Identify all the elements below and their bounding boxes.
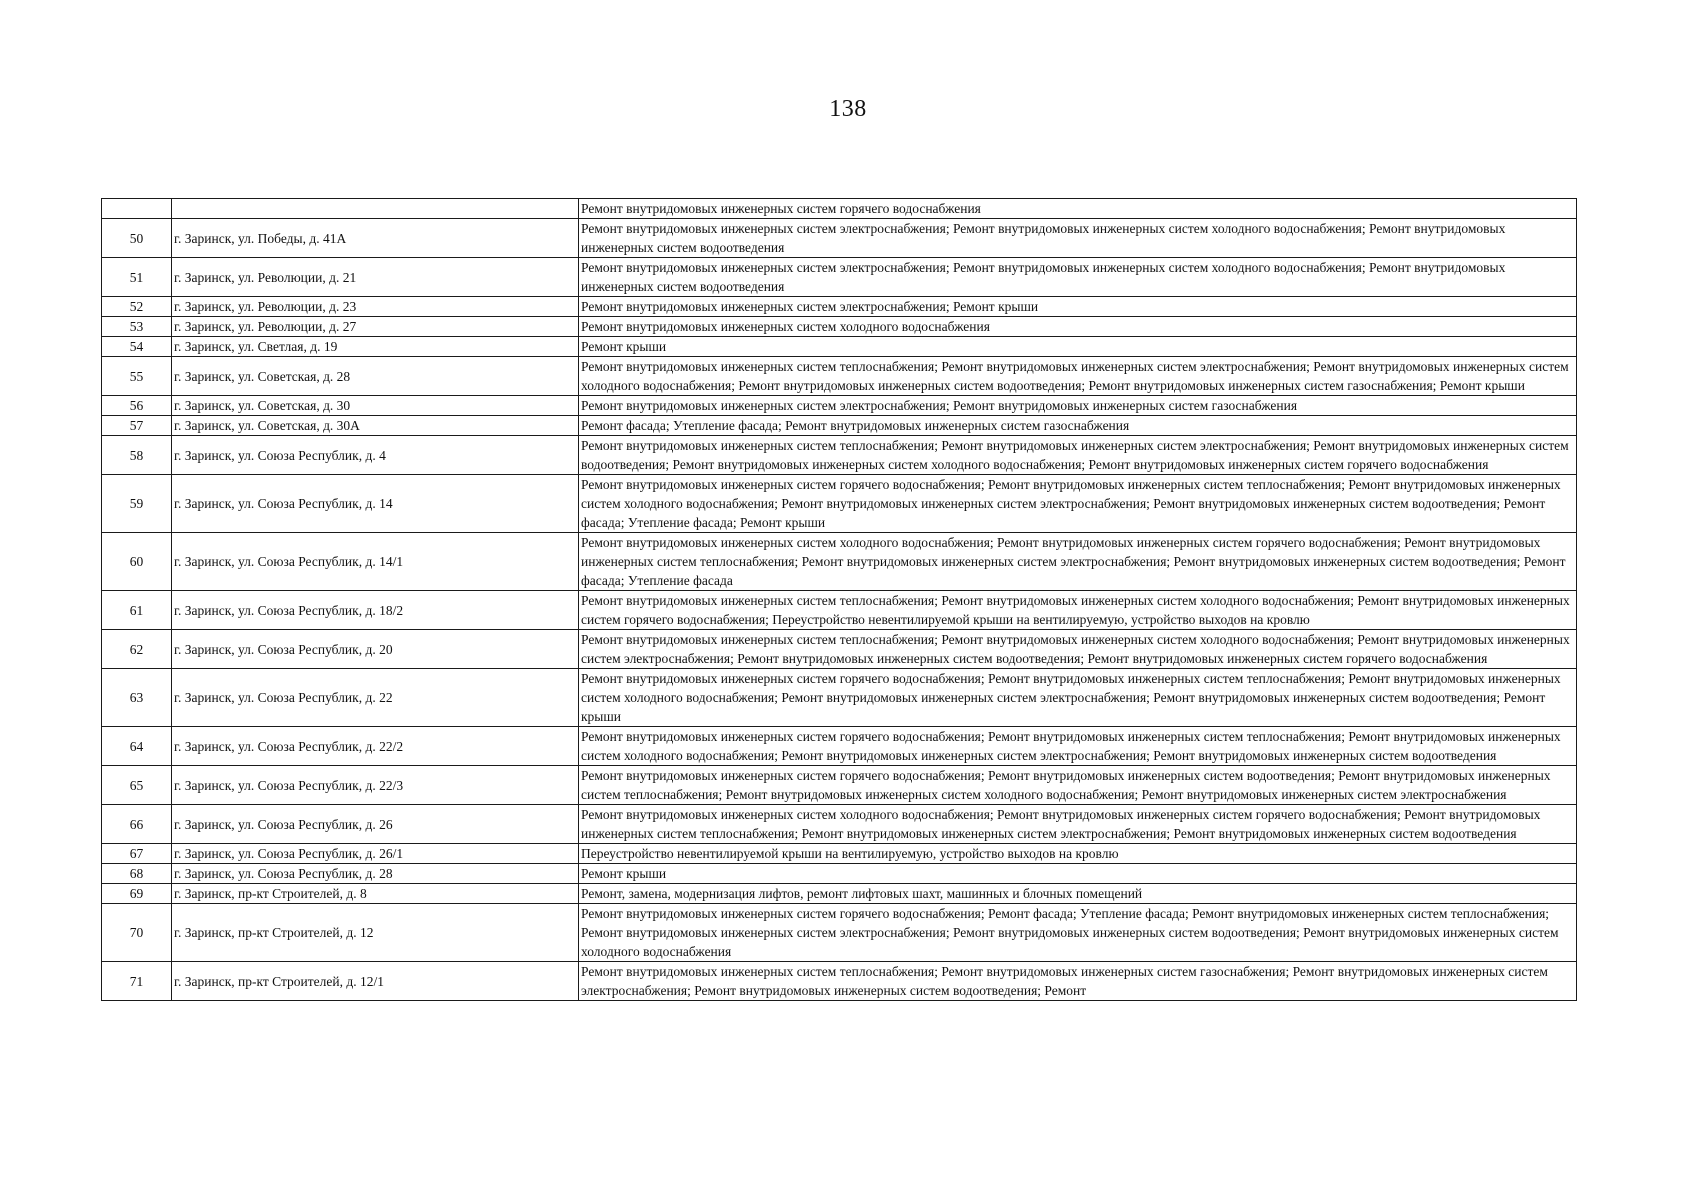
table-row: [102, 533, 1577, 591]
row-work-types: Ремонт внутридомовых инженерных систем горячего водоснабжения; Ремонт фасада; Утепление фасада; Ремонт внутридомовых инженерных систем теплоснабжения; Ремонт внутридомовых инженерных систем электроснабжения; Ремонт внутридомовых инженерных систем водоотведения; Ремонт внутридомовых инженерных систем холодного водоснабжения: [579, 904, 1577, 962]
row-work-types: Ремонт внутридомовых инженерных систем горячего водоснабжения; Ремонт внутридомовых инженерных систем теплоснабжения; Ремонт внутридомовых инженерных систем холодного водоснабжения; Ремонт внутридомовых инженерных систем электроснабжения; Ремонт внутридомовых инженерных систем водоотведения: [579, 727, 1577, 766]
table-row: [102, 337, 1577, 357]
row-number: 60: [102, 533, 172, 591]
table-row: [102, 297, 1577, 317]
row-work-types: Ремонт внутридомовых инженерных систем теплоснабжения; Ремонт внутридомовых инженерных систем электроснабжения; Ремонт внутридомовых инженерных систем водоотведения; Ремонт внутридомовых инженерных систем холодного водоснабжения; Ремонт внутридомовых инженерных систем горячего водоснабжения: [579, 436, 1577, 475]
row-number: 53: [102, 317, 172, 337]
row-number: 67: [102, 844, 172, 864]
row-address: г. Заринск, ул. Союза Республик, д. 26: [172, 805, 579, 844]
row-work-types: Ремонт внутридомовых инженерных систем теплоснабжения; Ремонт внутридомовых инженерных систем холодного водоснабжения; Ремонт внутридомовых инженерных систем горячего водоснабжения; Переустройство невентилируемой крыши на вентилируемую, устройство выходов на кровлю: [579, 591, 1577, 630]
table-row: [102, 219, 1577, 258]
row-address: г. Заринск, ул. Светлая, д. 19: [172, 337, 579, 357]
row-address: г. Заринск, ул. Революции, д. 23: [172, 297, 579, 317]
row-address: г. Заринск, ул. Советская, д. 30А: [172, 416, 579, 436]
works-table: [101, 198, 1577, 1001]
row-number: 56: [102, 396, 172, 416]
row-address: г. Заринск, ул. Союза Республик, д. 28: [172, 864, 579, 884]
row-address: г. Заринск, пр-кт Строителей, д. 8: [172, 884, 579, 904]
row-work-types: Ремонт крыши: [579, 864, 1577, 884]
table-row: [102, 436, 1577, 475]
table-row: [102, 962, 1577, 1001]
table-row: [102, 317, 1577, 337]
row-number: 65: [102, 766, 172, 805]
table-row: [102, 630, 1577, 669]
row-number: 58: [102, 436, 172, 475]
row-number: 57: [102, 416, 172, 436]
table-row: [102, 199, 1577, 219]
row-work-types: Ремонт внутридомовых инженерных систем горячего водоснабжения; Ремонт внутридомовых инженерных систем водоотведения; Ремонт внутридомовых инженерных систем теплоснабжения; Ремонт внутридомовых инженерных систем холодного водоснабжения; Ремонт внутридомовых инженерных систем электроснабжения: [579, 766, 1577, 805]
row-number: 55: [102, 357, 172, 396]
row-work-types: Ремонт внутридомовых инженерных систем электроснабжения; Ремонт внутридомовых инженерных систем холодного водоснабжения; Ремонт внутридомовых инженерных систем водоотведения: [579, 219, 1577, 258]
row-address: г. Заринск, ул. Союза Республик, д. 14: [172, 475, 579, 533]
table-row: [102, 669, 1577, 727]
table-row: [102, 727, 1577, 766]
works-table-container: [101, 198, 1576, 1001]
row-number: 50: [102, 219, 172, 258]
row-work-types: Ремонт фасада; Утепление фасада; Ремонт внутридомовых инженерных систем газоснабжения: [579, 416, 1577, 436]
row-address: г. Заринск, ул. Союза Республик, д. 4: [172, 436, 579, 475]
row-address: г. Заринск, ул. Союза Республик, д. 22/3: [172, 766, 579, 805]
row-address: г. Заринск, ул. Победы, д. 41А: [172, 219, 579, 258]
row-address: г. Заринск, пр-кт Строителей, д. 12: [172, 904, 579, 962]
row-number: 64: [102, 727, 172, 766]
row-number: 63: [102, 669, 172, 727]
row-work-types: Ремонт внутридомовых инженерных систем теплоснабжения; Ремонт внутридомовых инженерных систем электроснабжения; Ремонт внутридомовых инженерных систем холодного водоснабжения; Ремонт внутридомовых инженерных систем водоотведения; Ремонт внутридомовых инженерных систем газоснабжения; Ремонт крыши: [579, 357, 1577, 396]
table-row: [102, 844, 1577, 864]
row-address: г. Заринск, ул. Союза Республик, д. 14/1: [172, 533, 579, 591]
row-work-types: Ремонт внутридомовых инженерных систем горячего водоснабжения; Ремонт внутридомовых инженерных систем теплоснабжения; Ремонт внутридомовых инженерных систем холодного водоснабжения; Ремонт внутридомовых инженерных систем электроснабжения; Ремонт внутридомовых инженерных систем водоотведения; Ремонт фасада; Утепление фасада; Ремонт крыши: [579, 475, 1577, 533]
row-work-types: Ремонт, замена, модернизация лифтов, ремонт лифтовых шахт, машинных и блочных помещений: [579, 884, 1577, 904]
row-address: г. Заринск, ул. Союза Республик, д. 26/1: [172, 844, 579, 864]
table-row: [102, 416, 1577, 436]
row-number: 66: [102, 805, 172, 844]
table-row: [102, 884, 1577, 904]
page-number: 138: [829, 96, 867, 122]
row-work-types: Ремонт внутридомовых инженерных систем электроснабжения; Ремонт внутридомовых инженерных систем газоснабжения: [579, 396, 1577, 416]
table-row: [102, 258, 1577, 297]
row-work-types: Ремонт внутридомовых инженерных систем горячего водоснабжения; Ремонт внутридомовых инженерных систем теплоснабжения; Ремонт внутридомовых инженерных систем холодного водоснабжения; Ремонт внутридомовых инженерных систем электроснабжения; Ремонт внутридомовых инженерных систем водоотведения; Ремонт крыши: [579, 669, 1577, 727]
row-address: г. Заринск, ул. Советская, д. 30: [172, 396, 579, 416]
table-row: [102, 805, 1577, 844]
row-work-types: Ремонт крыши: [579, 337, 1577, 357]
row-address: г. Заринск, ул. Союза Республик, д. 22: [172, 669, 579, 727]
row-work-types: Ремонт внутридомовых инженерных систем электроснабжения; Ремонт крыши: [579, 297, 1577, 317]
table-row: [102, 864, 1577, 884]
row-work-types: Ремонт внутридомовых инженерных систем холодного водоснабжения; Ремонт внутридомовых инженерных систем горячего водоснабжения; Ремонт внутридомовых инженерных систем теплоснабжения; Ремонт внутридомовых инженерных систем электроснабжения; Ремонт внутридомовых инженерных систем водоотведения: [579, 805, 1577, 844]
row-number: 71: [102, 962, 172, 1001]
row-work-types: Ремонт внутридомовых инженерных систем холодного водоснабжения: [579, 317, 1577, 337]
row-number: 51: [102, 258, 172, 297]
row-work-types: Ремонт внутридомовых инженерных систем теплоснабжения; Ремонт внутридомовых инженерных систем газоснабжения; Ремонт внутридомовых инженерных систем электроснабжения; Ремонт внутридомовых инженерных систем водоотведения; Ремонт: [579, 962, 1577, 1001]
row-address: [172, 199, 579, 219]
row-number: 54: [102, 337, 172, 357]
row-number: 70: [102, 904, 172, 962]
row-work-types: Ремонт внутридомовых инженерных систем электроснабжения; Ремонт внутридомовых инженерных систем холодного водоснабжения; Ремонт внутридомовых инженерных систем водоотведения: [579, 258, 1577, 297]
row-address: г. Заринск, ул. Союза Республик, д. 18/2: [172, 591, 579, 630]
row-address: г. Заринск, пр-кт Строителей, д. 12/1: [172, 962, 579, 1001]
row-address: г. Заринск, ул. Советская, д. 28: [172, 357, 579, 396]
table-row: [102, 591, 1577, 630]
row-number: 61: [102, 591, 172, 630]
table-row: [102, 396, 1577, 416]
row-work-types: Ремонт внутридомовых инженерных систем теплоснабжения; Ремонт внутридомовых инженерных систем холодного водоснабжения; Ремонт внутридомовых инженерных систем электроснабжения; Ремонт внутридомовых инженерных систем водоотведения; Ремонт внутридомовых инженерных систем горячего водоснабжения: [579, 630, 1577, 669]
row-number: 62: [102, 630, 172, 669]
row-address: г. Заринск, ул. Революции, д. 27: [172, 317, 579, 337]
row-address: г. Заринск, ул. Союза Республик, д. 20: [172, 630, 579, 669]
row-address: г. Заринск, ул. Союза Республик, д. 22/2: [172, 727, 579, 766]
row-number: 68: [102, 864, 172, 884]
row-work-types: Ремонт внутридомовых инженерных систем горячего водоснабжения: [579, 199, 1577, 219]
row-number: 69: [102, 884, 172, 904]
row-work-types: Ремонт внутридомовых инженерных систем холодного водоснабжения; Ремонт внутридомовых инженерных систем горячего водоснабжения; Ремонт внутридомовых инженерных систем теплоснабжения; Ремонт внутридомовых инженерных систем электроснабжения; Ремонт внутридомовых инженерных систем водоотведения; Ремонт фасада; Утепление фасада: [579, 533, 1577, 591]
table-row: [102, 475, 1577, 533]
row-number: 52: [102, 297, 172, 317]
row-work-types: Переустройство невентилируемой крыши на вентилируемую, устройство выходов на кровлю: [579, 844, 1577, 864]
table-row: [102, 904, 1577, 962]
works-table-body: [102, 199, 1577, 1001]
row-number: [102, 199, 172, 219]
row-address: г. Заринск, ул. Революции, д. 21: [172, 258, 579, 297]
table-row: [102, 357, 1577, 396]
row-number: 59: [102, 475, 172, 533]
table-row: [102, 766, 1577, 805]
